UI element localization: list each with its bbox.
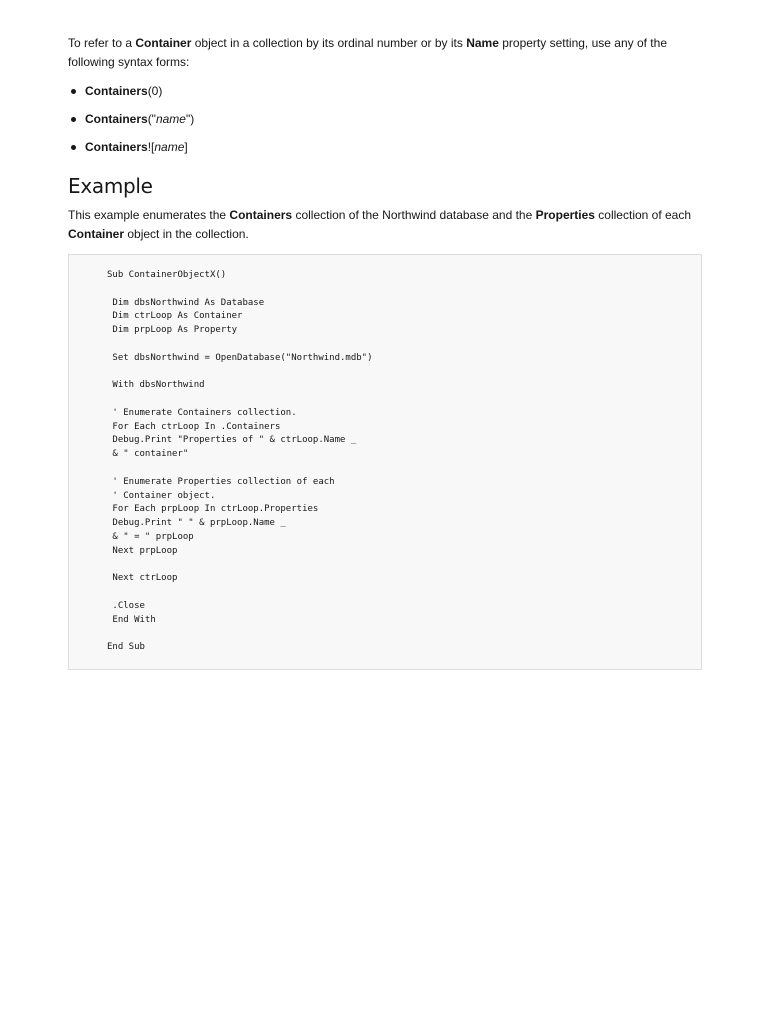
list-item (68, 110, 702, 129)
intro-text: object in a collection by its ordinal number or by its (191, 36, 467, 50)
example-desc-text: object in the collection. (124, 227, 249, 241)
syntax-argument: (0) (147, 84, 163, 98)
intro-text: property setting, use any of the following syntax forms: (68, 36, 667, 69)
example-keyword-containers: Containers (229, 208, 293, 222)
intro-keyword-container: Container (135, 36, 192, 50)
syntax-collection-name: Containers (85, 140, 148, 154)
intro-text: To refer to a (68, 36, 136, 50)
syntax-collection-name: Containers (85, 84, 148, 98)
bullet-icon (71, 89, 76, 94)
syntax-placeholder: name (154, 140, 185, 154)
example-desc-text: collection of each (594, 208, 692, 222)
example-desc-text: This example enumerates the (68, 208, 230, 222)
article-content (68, 34, 702, 670)
code-block[interactable] (68, 254, 702, 670)
code-listing[interactable]: Sub ContainerObjectX() Dim dbsNorthwind As Database Dim ctrLoop As Container Dim prpLoop As Property Set dbsNorthwind = OpenDatabase("Northwind.mdb") With dbsNorthwind ' Enumerate Containers collection. For Each ctrLoop In .Containers Debug.Print "Properties of " & ctrLoop.Name _ & " container" ' Enumerate Properties collection of each ' Container object. For Each prpLoop In ctrLoop.Properties Debug.Print " " & prpLoop.Name _ & " = " prpLoop Next prpLoop Next ctrLoop .Close End With End Sub (107, 270, 373, 653)
example-keyword-container: Container (68, 227, 125, 241)
syntax-argument: ] (184, 140, 188, 154)
example-keyword-properties: Properties (535, 208, 595, 222)
example-desc-text: collection of the Northwind database and the (292, 208, 536, 222)
bullet-icon (71, 145, 76, 150)
list-item (68, 82, 702, 101)
syntax-collection-name: Containers (85, 112, 148, 126)
syntax-placeholder: name (155, 112, 186, 126)
syntax-forms-list (68, 82, 702, 157)
intro-paragraph (68, 34, 702, 72)
syntax-argument: (" (147, 112, 156, 126)
example-heading: Example (68, 174, 153, 198)
intro-keyword-name: Name (466, 36, 499, 50)
syntax-argument: ![ (147, 140, 155, 154)
syntax-argument: ") (185, 112, 195, 126)
list-item (68, 138, 702, 157)
bullet-icon (71, 117, 76, 122)
example-description (68, 206, 702, 244)
